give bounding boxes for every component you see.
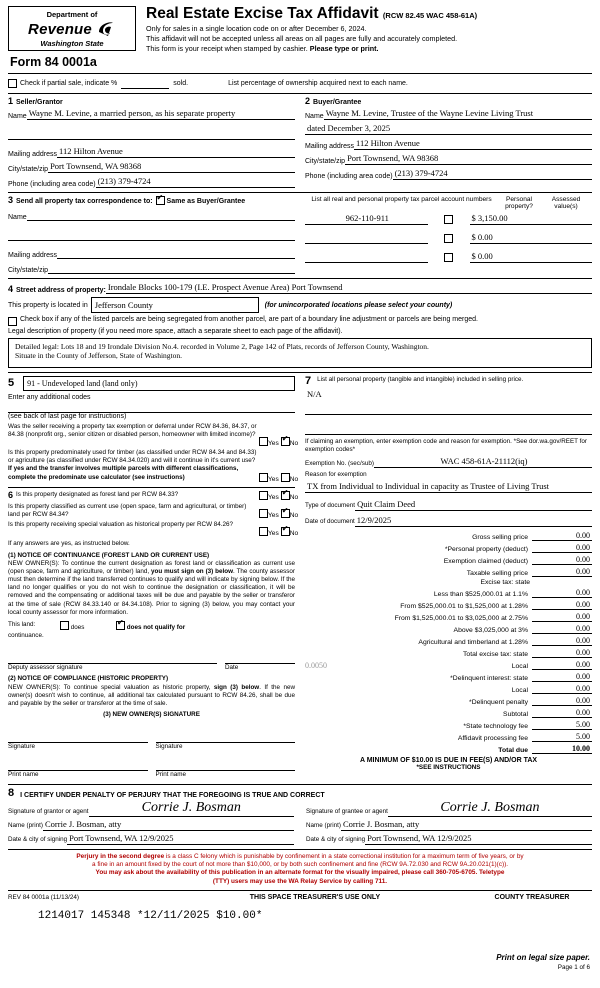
q2-no-checkbox[interactable] — [281, 473, 290, 482]
parcel-table-section — [305, 196, 592, 274]
perjury-notice — [8, 853, 592, 886]
land-use-code-select[interactable]: 91 - Undeveloped land (land only) — [23, 376, 295, 391]
segregation-checkbox[interactable] — [8, 317, 17, 326]
perjury-line1-bold: Perjury in the second degree — [76, 852, 165, 860]
historic-no-checkbox[interactable] — [281, 527, 290, 536]
seller-mailing-label: Mailing address — [8, 151, 58, 158]
calc-value-0: 0.00 — [532, 531, 592, 541]
notice-continuance-body — [8, 560, 295, 617]
notice-compliance-b: sign (3) below — [213, 683, 260, 691]
calc-value-2: 0.00 — [532, 555, 592, 565]
calc-value-7: 0.00 — [532, 612, 592, 622]
correspondence-name-input[interactable] — [27, 209, 295, 221]
document-type-input[interactable]: Quit Claim Deed — [355, 499, 592, 511]
grantee-signature-input[interactable]: Corrie J. Bosman — [388, 800, 592, 817]
assessed-value-1: $ 3,150.00 — [470, 213, 593, 225]
notice-compliance-body — [8, 684, 295, 709]
form-number: Form 84 0001a — [10, 55, 97, 69]
document-date-input[interactable]: 12/9/2025 — [355, 515, 592, 527]
calc-label-14: *Delinquent penalty — [469, 698, 528, 706]
classification-section: 6 Is this property designated as forest land per RCW 84.33? Yes ✔ No Is this property classified as current use (open space, farm and agricultural, or timber) land per RCW 84.34? Yes ✔ No Is this property receiving special valuation as historical property per RCW 84.26? Yes ✔ No If any answers are yes, as instructed below. (1) NOTICE OF CONTINUANCE (FOREST LAND OR CURRENT USE) NEW OWNER(S): To continue the current designation as forest land or classification as current use (open space, farm and agriculture, or timber) land, you must sign on (3) below. The county assessor must then determine if the land transferred continues to qualify and will indicate by signing below. If the land no longer qualifies or you do not wish to continue the designation or classification, it will be removed and the compensating or additional taxes will be due and payable by the seller or transferor at the time of sale (RCW 84.33.140 or 84.34.108). Prior to signing (3) below, you may contact your local county assessor for more information. This land: does ✔ does not qualify for continuance. Deputy assessor signature Date (2) NOTICE OF COMPLIANCE (HISTORIC PROPERTY) NEW OWNER(S): To continue special valuation as historic property, sign (3) below. If the new owner(s) doesn't wish to continue, all additional tax calculated pursuant to RCW 84.26, shall be due and payable by the seller or transferor at the time of sale. (3) NEW OWNER(S) SIGNATURE Signature Signature Print name Print name — [8, 491, 295, 780]
revision-number: REV 84 0001a (11/13/24) — [8, 893, 79, 901]
timber-question — [8, 449, 259, 483]
calc-label-4: Excise tax: state — [480, 578, 530, 586]
grantor-name-input[interactable]: Corrie J. Bosman, atty — [43, 819, 294, 831]
buyer-name-input[interactable]: Wayne M. Levine, Trustee of the Wayne Levine Living Trust — [324, 108, 592, 120]
deputy-assessor-date-label: Date — [225, 664, 239, 672]
property-section-number: 4 — [8, 284, 14, 294]
minimum-due-note: A MINIMUM OF $10.00 IS DUE IN FEE(S) AND/OR TAX — [359, 756, 538, 764]
local-rate: 0.0050 — [305, 660, 327, 670]
parcel-row-1 — [305, 213, 592, 225]
additional-codes-note: (see back of last page for instructions) — [8, 413, 127, 420]
notice-continuance-a: NEW OWNER(S): To continue the current designation as forest land or classification as current use (open space, farm and agriculture, or timber) land, — [8, 559, 295, 575]
personal-property-line-1[interactable] — [305, 403, 592, 415]
perjury-line2: a fine in an amount fixed by the court of not more than $10,000, or by both such confinement and fine (RCW 9A.72.030 and RCW 9A.20.021(1)(c)). — [92, 860, 508, 868]
calc-value-8: 0.00 — [532, 624, 592, 634]
seller-mailing-input[interactable]: 112 Hilton Avenue — [57, 146, 295, 158]
calc-label-8: Above $3,025,000 at 3% — [453, 626, 528, 634]
correspondence-mailing-label: Mailing address — [8, 252, 58, 259]
calc-value-11: 0.00 — [532, 660, 592, 670]
partial-sale-checkbox[interactable] — [8, 79, 17, 88]
document-header — [8, 6, 592, 69]
exemption-no-label: Exemption No. (sec/sub) — [305, 460, 374, 468]
parcel-row-3 — [305, 251, 592, 263]
classification-number: 6 — [8, 490, 14, 500]
calc-label-11: Local — [511, 662, 528, 670]
seller-section-number: 1 — [8, 96, 14, 106]
perjury-line4: (TTY) users may use the WA Relay Service by calling 711. — [212, 877, 388, 885]
buyer-phone-input[interactable]: (213) 379-4724 — [393, 168, 592, 180]
calc-label-0: Gross selling price — [472, 533, 528, 541]
historic-question: Is this property receiving special valuation as historical property per RCW 84.26? — [8, 521, 234, 529]
segregation-label: Check box if any of the listed parcels are being segregated from another parcel, are part of a boundary line adjustment or parcels are being merged. — [20, 316, 478, 323]
parcel-number-input-1[interactable]: 962-110-911 — [305, 213, 428, 225]
seller-citystatezip-input[interactable]: Port Townsend, WA 98368 — [48, 161, 295, 173]
wa-state-logo-icon — [96, 19, 116, 39]
exemption-question-1: Was the seller receiving a property tax exemption or deferral under RCW 84.36, 84.37, or 84.38 (nonprofit org., senior citizen or disabled person, homeowner with limited income)? — [8, 423, 257, 439]
correspondence-citystatezip-input[interactable] — [48, 262, 295, 274]
new-owner-printname-2[interactable] — [156, 759, 296, 771]
personal-property-section — [305, 376, 592, 527]
calc-value-16: 5.00 — [532, 720, 592, 730]
new-owner-signature-title: (3) NEW OWNER(S) SIGNATURE — [103, 711, 200, 719]
print-note: Print on legal size paper. — [496, 952, 590, 962]
tax-calculation-section — [305, 531, 592, 771]
buyer-section — [305, 97, 592, 188]
notice-compliance-c: . If the new owner(s) doesn't wish to continue, all additional tax calculated pursuant to RCW 84.26, shall be due and payable by the seller or transferor at the time of sale. — [8, 683, 296, 707]
subtitle-line-1: Only for sales in a single location code on or after December 6, 2024. — [146, 24, 367, 34]
located-in-label: This property is located in — [8, 301, 88, 309]
notice-compliance-a: NEW OWNER(S): To continue special valuation as historic property, — [8, 683, 214, 691]
q1-yes-checkbox[interactable] — [259, 437, 268, 446]
continuance-word: continuance. — [8, 632, 44, 640]
county-treasurer-label: COUNTY TREASURER — [494, 893, 570, 901]
grantee-signature-label: Signature of grantee or agent — [306, 808, 388, 816]
page-number: Page 1 of 6 — [557, 963, 590, 971]
new-owner-signature-2[interactable] — [156, 731, 296, 743]
partial-sale-sold-label: sold. — [173, 79, 189, 87]
county-note: (for unincorporated locations please select your county) — [264, 301, 453, 309]
reason-for-exemption-label: Reason for exemption — [305, 471, 367, 479]
deputy-assessor-signature-input[interactable] — [8, 652, 217, 664]
buyer-name-label: Name — [305, 113, 324, 120]
grantor-signature-input[interactable]: Corrie J. Bosman — [89, 800, 294, 817]
subtitle-line-3b: Please type or print. — [309, 43, 379, 53]
grantee-name-input[interactable]: Corrie J. Bosman, atty — [341, 819, 592, 831]
personal-property-checkbox-3[interactable] — [444, 253, 453, 262]
correspondence-mailing-input[interactable] — [57, 247, 295, 259]
calc-value-3: 0.00 — [532, 567, 592, 577]
if-any-yes-note: If any answers are yes, as instructed below. — [8, 540, 130, 548]
partial-sale-percent-input[interactable] — [121, 77, 169, 89]
calc-label-3: Taxable selling price — [466, 569, 528, 577]
personal-property-col-header: Personal property? — [505, 196, 533, 210]
calc-value-6: 0.00 — [532, 600, 592, 610]
buyer-name-input-line2[interactable]: dated December 3, 2025 — [305, 123, 592, 135]
buyer-mailing-input[interactable]: 112 Hilton Avenue — [354, 138, 592, 150]
calc-value-12: 0.00 — [532, 672, 592, 682]
see-instructions-note: *SEE INSTRUCTIONS — [416, 763, 481, 771]
notice-continuance-title: (1) NOTICE OF CONTINUANCE (FOREST LAND OR CURRENT USE) — [8, 551, 210, 559]
parcel-number-input-2[interactable] — [305, 232, 428, 244]
calc-value-1: 0.00 — [532, 543, 592, 553]
assessed-value-col-header: Assessed value(s) — [551, 196, 581, 210]
new-owner-printname-label-2: Print name — [155, 771, 186, 779]
calc-value-15: 0.00 — [532, 708, 592, 718]
perjury-line3: You may ask about the availability of this publication in an alternate format for the visually impaired, please call 360-705-6705. Teletype — [95, 869, 505, 877]
calc-label-10: Total excise tax: state — [463, 650, 528, 658]
q2-yes-checkbox[interactable] — [259, 473, 268, 482]
seller-name-label: Name — [8, 113, 27, 120]
ownership-percent-note: List percentage of ownership acquired next to each name. — [228, 79, 408, 87]
legal-description-note: Legal description of property (if you need more space, attach a separate sheet to each page of the affidavit). — [8, 328, 343, 335]
grantor-name-label: Name (print) — [8, 822, 43, 830]
legal-description-line2: Situate in the County of Jefferson, State of Washington. — [15, 351, 183, 360]
buyer-heading: Buyer/Grantee — [313, 99, 362, 106]
exemption-no-input[interactable]: WAC 458-61A-21112(iq) — [374, 456, 592, 468]
calc-value-18: 10.00 — [532, 744, 592, 754]
additional-codes-input[interactable] — [8, 401, 295, 413]
forest-land-question: Is this property designated as forest land per RCW 84.33? — [16, 491, 179, 498]
buyer-section-number: 2 — [305, 96, 311, 106]
does-label: does — [70, 623, 85, 631]
parcel-row-2 — [305, 232, 592, 244]
property-section — [8, 282, 592, 368]
personal-property-label: List all personal property (tangible and intangible) included in selling price. — [317, 376, 524, 383]
current-use-question: Is this property classified as current use (open space, farm and agricultural, or timber) land per RCW 84.34? — [8, 503, 247, 519]
grantor-date-label: Date & city of signing — [8, 836, 68, 844]
department-line2: Revenue — [28, 20, 92, 38]
assessed-value-2: $ 0.00 — [470, 232, 593, 244]
currentuse-no-checkbox[interactable] — [281, 509, 290, 518]
treasurer-use-label: THIS SPACE TREASURER'S USE ONLY — [249, 893, 381, 901]
subtitle-line-3a: This form is your receipt when stamped by cashier. — [146, 43, 310, 53]
additional-codes-label: Enter any additional codes — [8, 394, 91, 401]
personal-property-line-2[interactable] — [305, 423, 592, 435]
department-line3: Washington State — [40, 39, 104, 48]
use-code-section: 5 91 - Undeveloped land (land only) Enter any additional codes (see back of last page for instructions) Was the seller receiving a property tax exemption or deferral under RCW 84.36, 84.37, or 84.38 (nonprofit org., senior citizen or disabled person, homeowner with limited income)? Yes ✔ No Is this property predominately used for timber (as classified under RCW 84.34 and 84.33) or agriculture (as classified under RCW 84.34.020) and will it continue in it's current use? If yes and the transfer involves multiple parcels with different classifications, complete the predominate use calculator (see instructions) Yes No — [8, 376, 295, 483]
correspondence-label: Send all property tax correspondence to: — [16, 198, 153, 205]
page-title-rcw: (RCW 82.45 WAC 458-61A) — [382, 11, 478, 20]
grantee-date-input[interactable]: Port Townsend, WA 12/9/2025 — [365, 833, 592, 845]
certification-heading: I CERTIFY UNDER PENALTY OF PERJURY THAT THE FOREGOING IS TRUE AND CORRECT — [20, 791, 325, 799]
parcel-number-input-3[interactable] — [305, 251, 428, 263]
calc-label-15: Subtotal — [503, 710, 528, 718]
subtitle-line-2: This affidavit will not be accepted unless all areas on all pages are fully and accurately completed. — [146, 33, 458, 43]
reason-for-exemption-input[interactable]: TX from Individual to Individual in capacity as Trustee of Living Trust — [305, 481, 592, 493]
document-type-label: Type of document — [305, 502, 356, 510]
partial-sale-row — [8, 77, 592, 89]
use-code-number: 5 — [8, 377, 15, 389]
calc-value-5: 0.00 — [532, 588, 592, 598]
street-address-label: Street address of property: — [16, 287, 106, 294]
seller-phone-label: Phone (including area code) — [8, 181, 96, 188]
seller-citystatezip-label: City/state/zip — [8, 166, 49, 173]
grantee-name-label: Name (print) — [306, 822, 341, 830]
does-qualify-checkbox[interactable] — [60, 621, 69, 630]
buyer-mailing-label: Mailing address — [305, 143, 355, 150]
personal-property-number: 7 — [305, 375, 312, 387]
same-as-buyer-checkbox[interactable] — [156, 196, 165, 205]
correspondence-name-line2 — [8, 229, 295, 241]
buyer-phone-label: Phone (including area code) — [305, 173, 393, 180]
correspondence-citystatezip-label: City/state/zip — [8, 267, 49, 274]
q1-no-checkbox[interactable] — [281, 437, 290, 446]
footer-row — [8, 894, 592, 902]
department-line1: Department of — [46, 10, 98, 19]
perjury-line1-rest: is a class C felony which is punishable by confinement in a state correctional institution for a maximum term of five years, or by — [164, 852, 524, 860]
currentuse-yes-checkbox[interactable] — [259, 509, 268, 518]
personal-property-checkbox-2[interactable] — [444, 234, 453, 243]
calc-label-18: Total due — [498, 746, 528, 754]
calc-label-6: From $525,000.01 to $1,525,000 at 1.28% — [400, 602, 528, 610]
seller-name-input[interactable]: Wayne M. Levine, a married person, as his separate property — [27, 108, 295, 120]
buyer-citystatezip-input[interactable]: Port Townsend, WA 98368 — [345, 153, 592, 165]
grantor-date-input[interactable]: Port Townsend, WA 12/9/2025 — [67, 833, 294, 845]
forest-no-checkbox[interactable] — [281, 491, 290, 500]
notice-compliance-title: (2) NOTICE OF COMPLIANCE (HISTORIC PROPERTY) — [8, 675, 169, 683]
calc-label-16: *State technology fee — [463, 722, 528, 730]
calc-label-7: From $1,525,000.01 to $3,025,000 at 2.75% — [394, 614, 528, 622]
deputy-assessor-date-input[interactable] — [225, 652, 295, 664]
calc-value-13: 0.00 — [532, 684, 592, 694]
new-owner-printname-1[interactable] — [8, 759, 148, 771]
seller-name-line2 — [8, 128, 295, 140]
seller-phone-input[interactable]: (213) 379-4724 — [96, 176, 295, 188]
calc-label-2: Exemption claimed (deduct) — [443, 557, 528, 565]
legal-description-line1: Detailed legal: Lots 18 and 19 Irondale Division No.4. recorded in Volume 2, Page 142 of Plats, records of Jefferson County, Washington. — [15, 342, 429, 351]
agency-block — [8, 6, 136, 69]
calc-value-17: 5.00 — [532, 732, 592, 742]
timber-question-bold: If yes and the transfer involves multiple parcels with different classifications, complete the predominate use calculator (see instructions) — [8, 465, 239, 481]
exemption-instructions: If claiming an exemption, enter exemption code and reason for exemption. *See dor.wa.gov/REET for exemption codes* — [305, 438, 588, 454]
treasurer-stamp: 1214017 145348 *12/11/2025 $10.00* — [38, 910, 263, 923]
timber-question-text: Is this property predominately used for timber (as classified under RCW 84.34 and 84.33) or agriculture (as classified under RCW 84.34.020) and will it continue in it's current use? — [8, 449, 257, 465]
legal-description-input[interactable] — [8, 338, 592, 368]
document-date-label: Date of document — [305, 518, 355, 526]
calc-value-9: 0.00 — [532, 636, 592, 646]
calc-label-9: Agricultural and timberland at 1.28% — [418, 638, 528, 646]
calc-label-13: Local — [511, 686, 528, 694]
seller-section — [8, 97, 295, 188]
county-select[interactable]: Jefferson County — [91, 297, 259, 313]
parcel-col-header: List all real and personal property tax parcel account numbers — [311, 196, 492, 203]
certification-section — [8, 788, 592, 845]
this-land-label: This land: — [8, 620, 36, 628]
calc-value-10: 0.00 — [532, 648, 592, 658]
correspondence-number: 3 — [8, 195, 14, 205]
personal-property-checkbox-1[interactable] — [444, 215, 453, 224]
calc-value-14: 0.00 — [532, 696, 592, 706]
same-as-buyer-label: Same as Buyer/Grantee — [166, 198, 246, 205]
assessed-value-3: $ 0.00 — [470, 251, 593, 263]
grantee-date-label: Date & city of signing — [306, 836, 366, 844]
deputy-assessor-signature-label: Deputy assessor signature — [8, 664, 83, 672]
seller-heading: Seller/Grantor — [16, 99, 63, 106]
calc-label-12: *Delinquent interest: state — [450, 674, 528, 682]
grantor-signature-label: Signature of grantor or agent — [8, 808, 89, 816]
new-owner-signature-1[interactable] — [8, 731, 148, 743]
does-not-qualify-checkbox[interactable] — [116, 621, 125, 630]
does-not-qualify-label: does not qualify for — [126, 623, 186, 631]
page-title — [146, 6, 592, 22]
personal-property-value[interactable]: N/A — [307, 389, 322, 399]
forest-yes-checkbox[interactable] — [259, 491, 268, 500]
page-title-text: Real Estate Excise Tax Affidavit — [146, 5, 379, 22]
new-owner-signature-label-1: Signature — [8, 743, 35, 751]
calc-label-17: Affidavit processing fee — [457, 734, 528, 742]
street-address-input[interactable]: Irondale Blocks 100-179 (I.E. Prospect Avenue Area) Port Townsend — [106, 282, 592, 294]
notice-continuance-b: you must sign on (3) below — [151, 567, 234, 575]
calc-label-1: *Personal property (deduct) — [444, 545, 528, 553]
certification-number: 8 — [8, 786, 15, 799]
correspondence-section — [8, 196, 295, 274]
buyer-citystatezip-label: City/state/zip — [305, 158, 346, 165]
new-owner-printname-label-1: Print name — [8, 771, 39, 779]
calc-label-5: Less than $525,000.01 at 1.1% — [433, 590, 528, 598]
correspondence-name-label: Name — [8, 214, 27, 221]
notice-continuance-c: . The county assessor must then determine if the land transferred continues to qualify and will indicate by signing below. If the land no longer qualifies or you do not wish to continue the designation or classification, it will be removed and the compensating or additional taxes will be due and payable by the seller or transferor at the time of sale (RCW 84.33.140 or 84.34.108). Prior to signing (3) below, you may contact your local county assessor for more information. — [8, 567, 296, 616]
historic-yes-checkbox[interactable] — [259, 527, 268, 536]
partial-sale-label: Check if partial sale, indicate % — [20, 79, 118, 87]
new-owner-signature-label-2: Signature — [155, 743, 183, 751]
